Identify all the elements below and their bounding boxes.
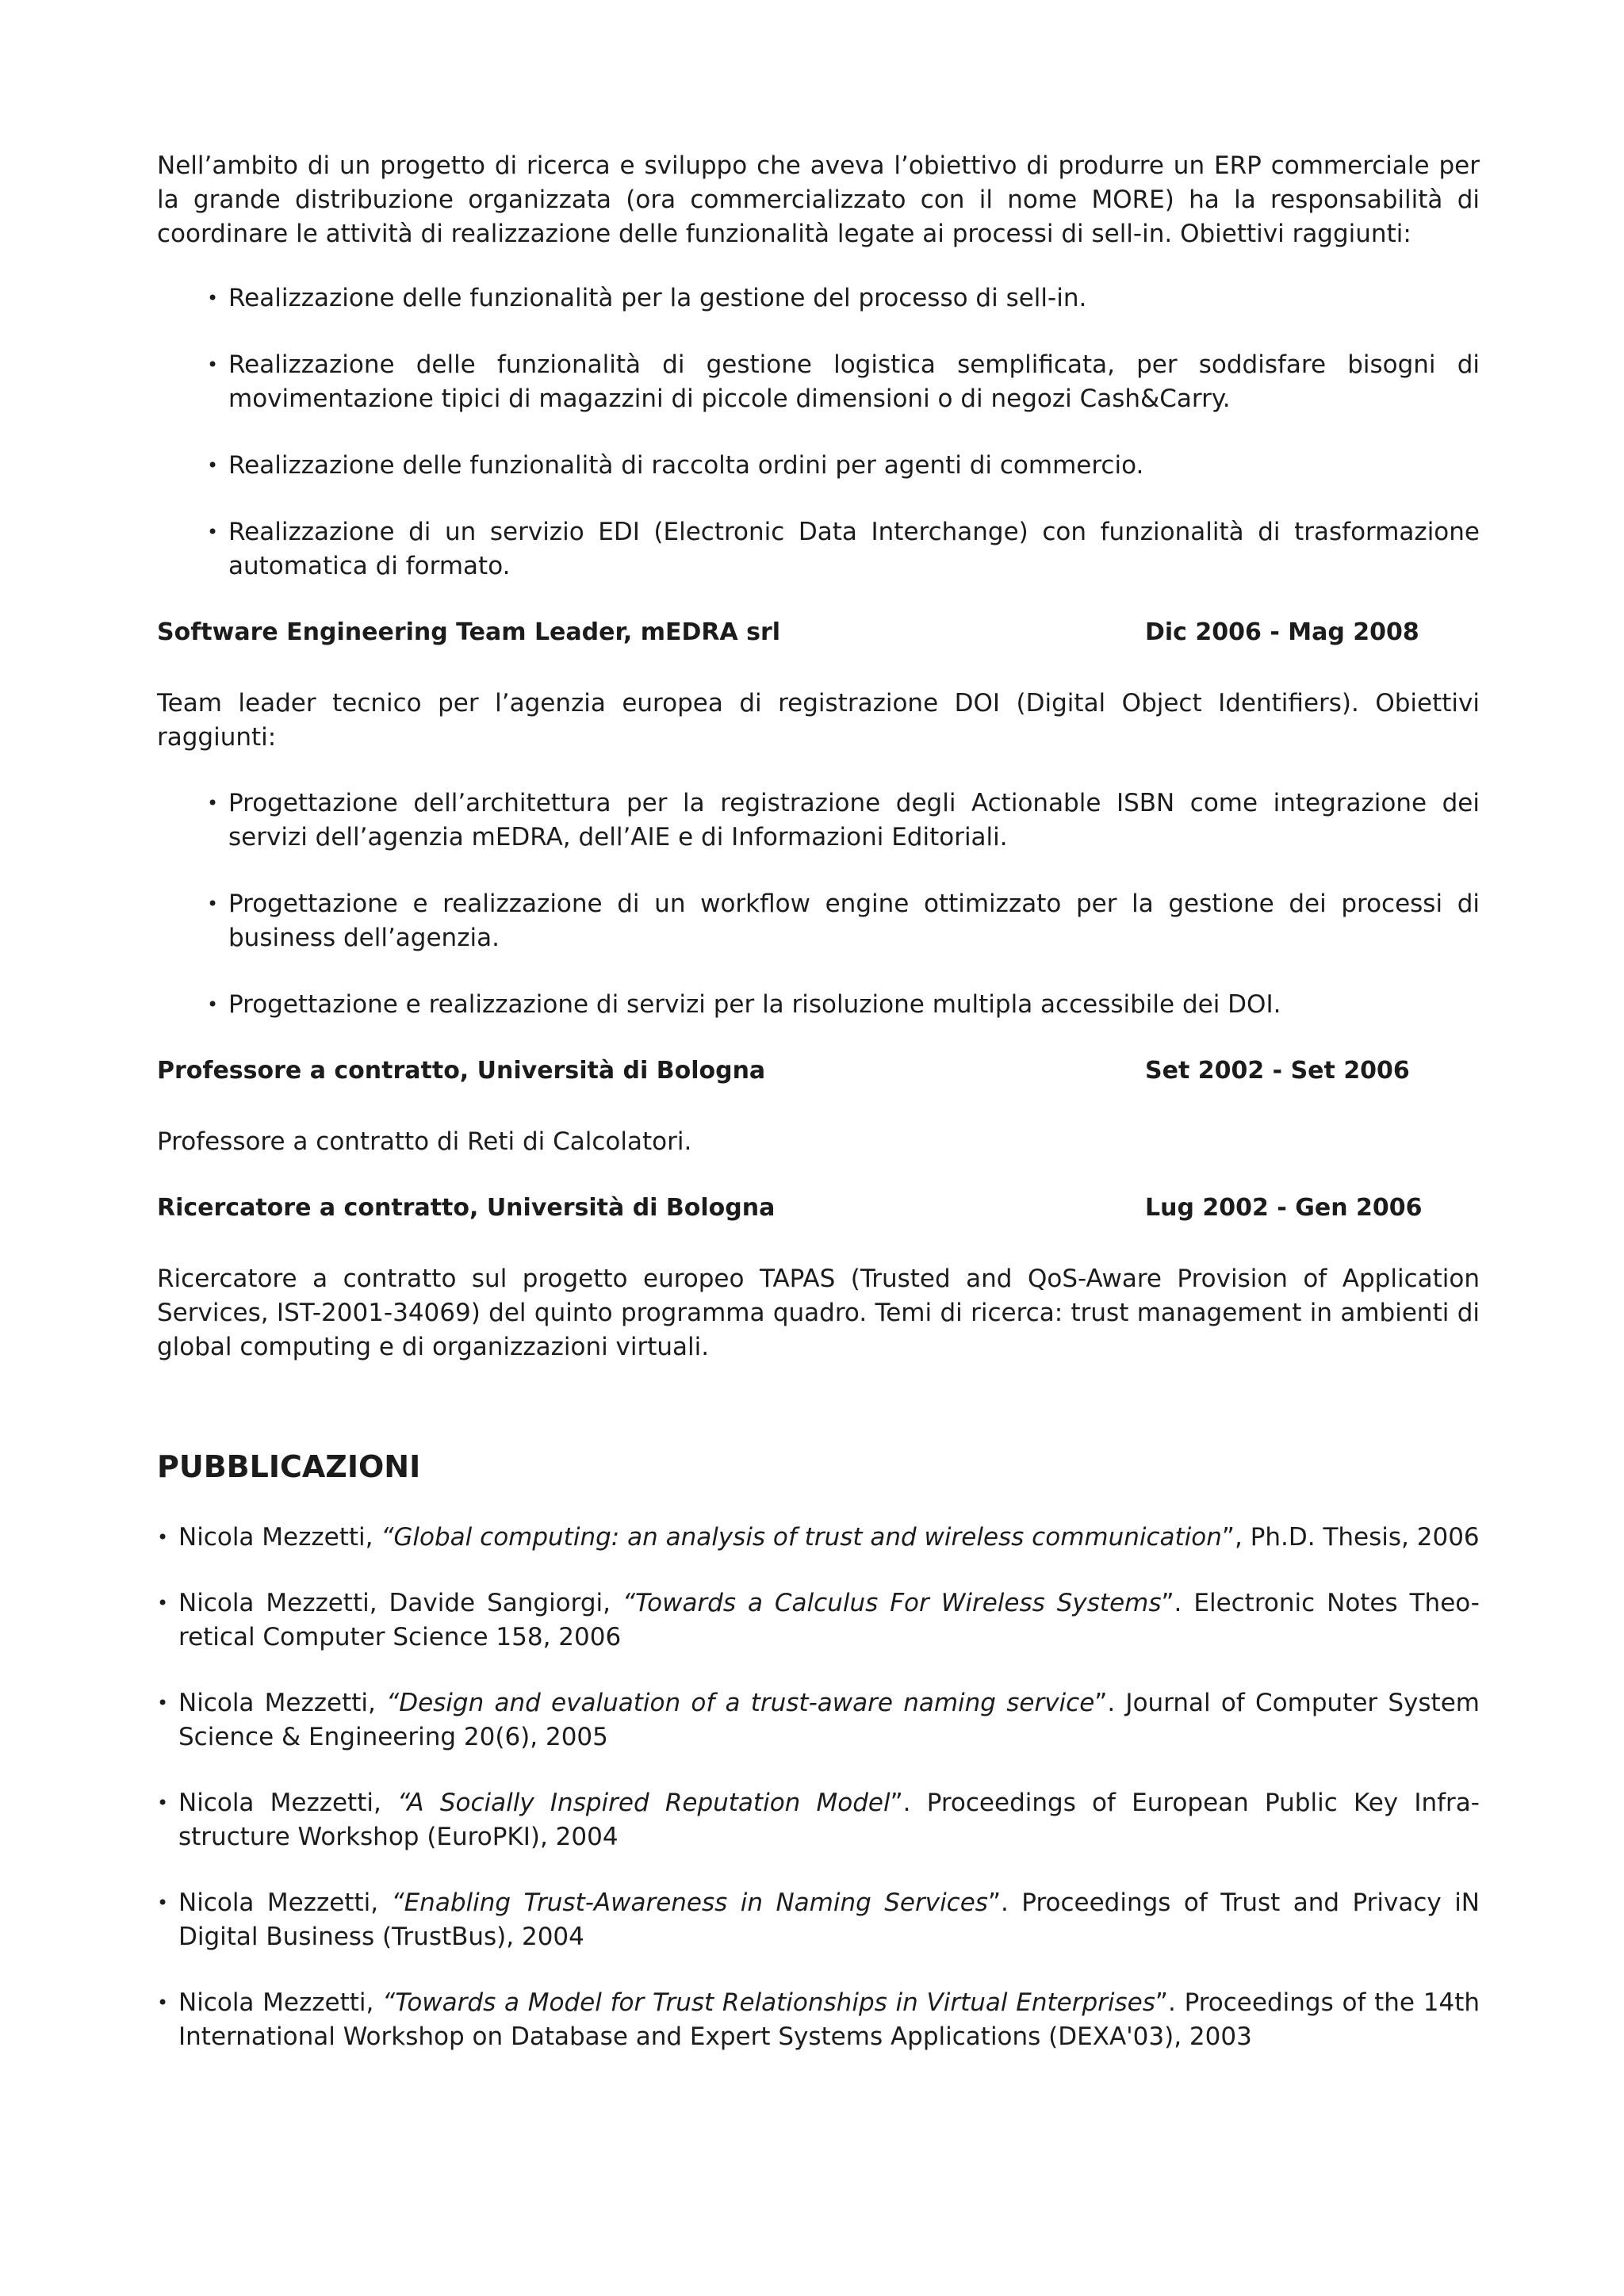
publication-authors: Nicola Mezzetti,: [178, 1988, 383, 2017]
list-item: [207, 449, 1480, 483]
publication-title: “Enabling Trust-Awareness in Naming Services: [391, 1888, 988, 1917]
list-item-text: Realizzazione delle funzionalità di raccolta ordini per agenti di commercio.: [228, 451, 1144, 480]
publication-title: “Towards a Calculus For Wireless Systems: [622, 1589, 1162, 1617]
list-item: [207, 348, 1480, 416]
intro-bullet-list: [157, 281, 1480, 584]
publication-venue: ”. Proceedings of Trust and Privacy iN Digital Business (TrustBus), 2004: [178, 1888, 1480, 1951]
bullet-icon: •: [207, 287, 219, 309]
publication-list: [157, 1521, 1480, 2054]
bullet-icon: •: [157, 1992, 169, 2014]
intro-paragraph: Nell’ambito di un progetto di ricerca e sviluppo che aveva l’obiettivo di produrre un ERP commerciale per la grande distribuzione organizzata (ora commercializzato con il nome MORE) ha la responsabilità di coordinare le attività di realizzazione delle funzionalità legate ai processi di sell-in. Obiettivi raggiunti:: [157, 151, 1480, 248]
job-title: Software Engineering Team Leader, mEDRA srl: [157, 618, 781, 646]
list-item: [207, 515, 1480, 584]
job-date: Set 2002 - Set 2006: [1145, 1057, 1410, 1085]
job-heading-professore: [157, 1054, 1480, 1088]
list-item: [157, 1886, 1480, 1954]
job-description: Ricercatore a contratto sul progetto europeo TAPAS (Trusted and QoS-Aware Provision of Application Services, IST-2001-34069) del quinto programma quadro. Temi di ricerca: trust management in ambienti di global computing e di organizzazioni virtuali.: [157, 1265, 1480, 1361]
publication-authors: Nicola Mezzetti,: [178, 1789, 398, 1817]
job-title: Professore a contratto, Università di Bologna: [157, 1057, 766, 1085]
bullet-icon: •: [207, 454, 219, 476]
list-item: [207, 786, 1480, 855]
list-item: [157, 1786, 1480, 1854]
list-item: [207, 988, 1480, 1022]
section-title-publications: PUBBLICAZIONI: [157, 1449, 421, 1484]
publication-title: “Towards a Model for Trust Relationships in Virtual Enterprises: [382, 1988, 1155, 2017]
list-item-text: Progettazione dell’architettura per la registrazione degli Actionable ISBN come integrazione dei servizi dell’agenzia mEDRA, dell’AIE e di Informazioni Editoriali.: [228, 789, 1480, 851]
job-heading-ricercatore: [157, 1191, 1480, 1225]
publication-title: “Design and evaluation of a trust-aware naming service: [386, 1689, 1095, 1717]
publication-authors: Nicola Mezzetti, Davide Sangiorgi,: [178, 1589, 622, 1617]
bullet-icon: •: [157, 1526, 169, 1548]
publication-authors: Nicola Mezzetti,: [178, 1888, 392, 1917]
job-title: Ricercatore a contratto, Università di Bologna: [157, 1194, 776, 1222]
list-item: [157, 1986, 1480, 2054]
list-item-text: Progettazione e realizzazione di un workflow engine ottimizzato per la gestione dei processi di business dell’agenzia.: [228, 890, 1480, 952]
publication-authors: Nicola Mezzetti,: [178, 1523, 381, 1552]
publication-title: “A Socially Inspired Reputation Model: [397, 1789, 891, 1817]
job-heading-medra: [157, 615, 1480, 649]
list-item: [207, 281, 1480, 316]
publication-venue: ”, Ph.D. Thesis, 2006: [1221, 1523, 1480, 1552]
job-date: Dic 2006 - Mag 2008: [1145, 618, 1419, 646]
bullet-icon: •: [157, 1692, 169, 1714]
bullet-icon: •: [207, 893, 219, 915]
bullet-icon: •: [207, 993, 219, 1016]
publication-authors: Nicola Mezzetti,: [178, 1689, 387, 1717]
bullet-icon: •: [207, 792, 219, 814]
publication-venue: ”. Electronic Notes Theo- retical Computer Science 158, 2006: [178, 1589, 1480, 1651]
list-item-text: Realizzazione di un servizio EDI (Electronic Data Interchange) con funzionalità di trasformazione automatica di formato.: [228, 518, 1480, 580]
publication-venue: ”. Proceedings of the 14th International Workshop on Database and Expert Systems Applications (DEXA'03), 2003: [178, 1988, 1480, 2051]
job-description: Team leader tecnico per l’agenzia europea di registrazione DOI (Digital Object Identifiers). Obiettivi raggiunti:: [157, 689, 1480, 752]
job-bullet-list: [157, 786, 1480, 1022]
list-item-text: Realizzazione delle funzionalità per la gestione del processo di sell-in.: [228, 284, 1087, 312]
publication-venue: ”. Journal of Computer System Science & Engineering 20(6), 2005: [178, 1689, 1480, 1751]
bullet-icon: •: [157, 1592, 169, 1614]
list-item: [207, 887, 1480, 955]
list-item-text: Progettazione e realizzazione di servizi per la risoluzione multipla accessibile dei DOI.: [228, 990, 1281, 1019]
bullet-icon: •: [207, 354, 219, 376]
publication-title: “Global computing: an analysis of trust and wireless communication: [381, 1523, 1222, 1552]
bullet-icon: •: [207, 521, 219, 543]
list-item-text: Realizzazione delle funzionalità di gestione logistica semplificata, per soddisfare bisogni di movimentazione tipici di magazzini di piccole dimensioni o di negozi Cash&Carry.: [228, 350, 1480, 413]
publication-venue: ”. Proceedings of European Public Key Infra- structure Workshop (EuroPKI), 2004: [178, 1789, 1480, 1851]
bullet-icon: •: [157, 1792, 169, 1814]
list-item: [157, 1586, 1480, 1655]
job-description: Professore a contratto di Reti di Calcolatori.: [157, 1127, 692, 1156]
cv-page: [157, 149, 1480, 2086]
list-item: [157, 1686, 1480, 1755]
job-date: Lug 2002 - Gen 2006: [1145, 1194, 1423, 1222]
bullet-icon: •: [157, 1892, 169, 1914]
list-item: [157, 1521, 1480, 1555]
